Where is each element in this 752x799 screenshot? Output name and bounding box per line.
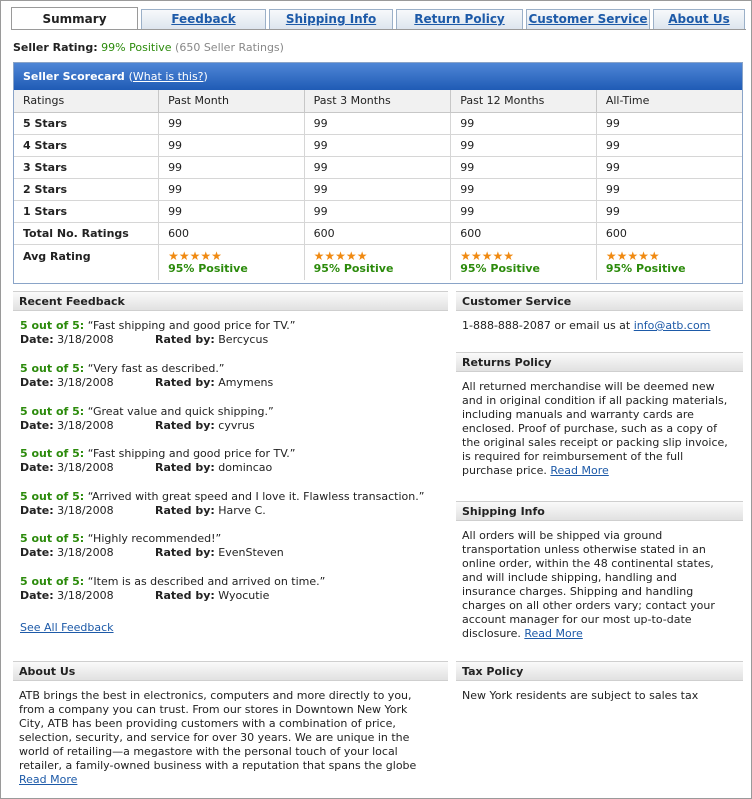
feedback-score: 5 out of 5: [20,532,85,545]
email-link[interactable]: info@atb.com [633,319,711,332]
tab-customer-service[interactable] [526,9,650,29]
avg-positive: 95% Positive [460,261,541,275]
seller-rating-count: (650 Seller Ratings) [175,41,284,54]
feedback-score: 5 out of 5: [20,447,85,460]
star-rating-icon: ★★★★★ [460,248,515,263]
avg-positive: 95% Positive [168,261,248,275]
feedback-rater: Amymens [218,376,274,389]
table-cell: 99 [304,200,451,222]
text-line: retailer, a family-owned business with a reputation that spans the globe [19,759,417,772]
tab-bar [11,7,746,30]
tax-policy-text: New York residents are subject to sales tax [462,689,699,702]
date-label: Date: [20,333,54,346]
feedback-item [20,362,440,390]
table-cell: 600 [451,222,597,244]
feedback-rater: Bercycus [218,333,269,346]
rated-by-label: Rated by: [155,589,215,602]
text-line: purchase price. [462,464,547,477]
table-cell: 99 [304,134,451,156]
tab-divider [11,29,746,30]
feedback-comment: “Fast shipping and good price for TV.” [87,447,296,460]
table-row [14,178,742,200]
shipping-info-header: Shipping Info [456,501,743,521]
tab-label: About Us [668,12,730,26]
tab-label: Summary [42,12,107,26]
table-row [14,222,742,244]
row-label: 2 Stars [14,178,159,200]
table-cell: 99 [159,178,305,200]
feedback-date: 3/18/2008 [57,546,114,559]
avg-positive: 95% Positive [313,261,394,275]
feedback-comment: “Fast shipping and good price for TV.” [87,319,296,332]
table-cell: 99 [451,134,597,156]
table-row [14,112,742,134]
text-line: and will include shipping, handling and [462,571,677,584]
table-cell: 99 [451,112,597,134]
date-label: Date: [20,504,54,517]
tab-label: Return Policy [414,12,505,26]
tab-label: Customer Service [528,12,648,26]
feedback-date: 3/18/2008 [57,333,114,346]
star-rating-icon: ★★★★★ [605,248,660,263]
avg-rating-row [14,244,742,280]
feedback-score: 5 out of 5: [20,362,85,375]
feedback-comment: “Item is as described and arrived on time.” [87,575,326,588]
seller-rating-label: Seller Rating: [13,41,98,54]
text-line: City, ATB has been providing customers with a combination of price, [19,717,396,730]
date-label: Date: [20,589,54,602]
seller-scorecard [13,62,743,284]
text-line: selection, security, and service for over 30 years. We are unique in the [19,731,410,744]
star-rating-icon: ★★★★★ [168,248,222,263]
column-header: Past 12 Months [451,90,597,112]
table-cell: 600 [596,222,742,244]
returns-read-more-link[interactable]: Read More [550,464,609,477]
feedback-rater: EvenSteven [218,546,284,559]
paren-open: ( [128,70,133,83]
returns-policy-text [462,380,747,478]
tab-about-us[interactable] [653,9,745,29]
seller-rating-summary [13,41,284,54]
scorecard-table [14,90,742,280]
feedback-date: 3/18/2008 [57,589,114,602]
feedback-date: 3/18/2008 [57,419,114,432]
text-line: enclosed. Proof of purchase, such as a copy of [462,422,717,435]
table-cell: 99 [159,112,305,134]
text-line: world of retailing—a megastore with the personal touch of your local [19,745,398,758]
table-cell: 99 [596,200,742,222]
column-header: All-Time [596,90,742,112]
rated-by-label: Rated by: [155,461,215,474]
row-label: 4 Stars [14,134,159,156]
feedback-rater: cyvrus [218,419,255,432]
tab-label: Shipping Info [285,12,377,26]
see-all-feedback-link[interactable]: See All Feedback [20,621,114,634]
shipping-info-text [462,529,747,641]
feedback-date: 3/18/2008 [57,461,114,474]
date-label: Date: [20,419,54,432]
table-cell: 99 [596,178,742,200]
feedback-date: 3/18/2008 [57,376,114,389]
shipping-read-more-link[interactable]: Read More [524,627,583,640]
table-cell: 99 [304,178,451,200]
text-line: is required for reimbursement of the full [462,450,684,463]
table-cell: 99 [304,112,451,134]
text-line: All returned merchandise will be deemed new [462,380,715,393]
table-cell: 99 [159,156,305,178]
text-line: and in original condition if all packing materials, [462,394,728,407]
row-label: 5 Stars [14,112,159,134]
scorecard-title: Seller Scorecard [23,70,125,83]
text-line: including manuals and warranty cards are [462,408,694,421]
feedback-item [20,319,440,347]
feedback-score: 5 out of 5: [20,405,85,418]
rated-by-label: Rated by: [155,376,215,389]
tab-summary[interactable] [11,7,138,30]
rated-by-label: Rated by: [155,504,215,517]
avg-positive: 95% Positive [605,261,686,275]
table-cell: 99 [596,156,742,178]
feedback-rater: Harve C. [218,504,266,517]
row-label: 3 Stars [14,156,159,178]
recent-feedback-header: Recent Feedback [13,291,448,311]
text-line: charges on all other orders vary; contact your [462,599,715,612]
rated-by-label: Rated by: [155,333,215,346]
feedback-rater: Wyocutie [218,589,270,602]
tab-feedback[interactable] [141,9,266,29]
feedback-comment: “Great value and quick shipping.” [87,405,274,418]
feedback-comment: “Highly recommended!” [87,532,222,545]
column-header: Ratings [14,90,159,112]
table-cell: 600 [159,222,305,244]
table-cell: 99 [451,178,597,200]
avg-rating-cell [596,244,742,280]
text-line: All orders will be shipped via ground [462,529,663,542]
feedback-comment: “Very fast as described.” [87,362,225,375]
what-is-this-link[interactable]: What is this? [132,70,204,83]
tab-return-policy[interactable] [396,9,523,29]
table-row [14,134,742,156]
table-row [14,200,742,222]
text-line: insurance charges. Shipping and handling [462,585,694,598]
feedback-item [20,447,440,475]
feedback-item [20,490,440,518]
rated-by-label: Rated by: [155,419,215,432]
about-read-more-link[interactable]: Read More [19,773,78,786]
table-cell: 99 [596,134,742,156]
about-us-text [19,689,449,787]
date-label: Date: [20,546,54,559]
feedback-rater: domincao [218,461,273,474]
tab-label: Feedback [171,12,236,26]
avg-rating-cell [159,244,305,280]
text-line: online order, within the 48 continental states, [462,557,714,570]
table-cell: 99 [159,200,305,222]
rated-by-label: Rated by: [155,546,215,559]
feedback-date: 3/18/2008 [57,504,114,517]
table-cell: 99 [451,156,597,178]
customer-service-header: Customer Service [456,291,743,311]
table-cell: 99 [451,200,597,222]
customer-service-text [462,319,742,333]
date-label: Date: [20,461,54,474]
date-label: Date: [20,376,54,389]
table-row [14,156,742,178]
seller-rating-value: 99% Positive [101,41,172,54]
row-label: Total No. Ratings [14,222,159,244]
scorecard-header [14,63,742,90]
feedback-item [20,575,440,603]
row-label: Avg Rating [14,244,159,280]
column-header: Past 3 Months [304,90,451,112]
tab-shipping-info[interactable] [269,9,393,29]
table-header-row [14,90,742,112]
column-header: Past Month [159,90,305,112]
feedback-score: 5 out of 5: [20,319,85,332]
table-cell: 600 [304,222,451,244]
table-cell: 99 [304,156,451,178]
text-line: transportation unless otherwise stated in an [462,543,706,556]
feedback-score: 5 out of 5: [20,575,85,588]
text-line: disclosure. [462,627,521,640]
paren-close: ) [203,70,208,83]
feedback-item [20,532,440,560]
feedback-comment: “Arrived with great speed and I love it. Flawless transaction.” [87,490,425,503]
tax-policy-header: Tax Policy [456,661,743,681]
returns-policy-header: Returns Policy [456,352,743,372]
table-cell: 99 [159,134,305,156]
text-line: the original sales receipt or packing slip invoice, [462,436,728,449]
text-line: from a company you can trust. From our stores in Downtown New York [19,703,408,716]
text-line: account manager for our most up-to-date [462,613,692,626]
table-cell: 99 [596,112,742,134]
feedback-score: 5 out of 5: [20,490,85,503]
avg-rating-cell [304,244,451,280]
feedback-item [20,405,440,433]
avg-rating-cell [451,244,597,280]
customer-service-phone: 1-888-888-2087 or email us at [462,319,631,332]
row-label: 1 Stars [14,200,159,222]
about-us-header: About Us [13,661,448,681]
text-line: ATB brings the best in electronics, computers and more directly to you, [19,689,412,702]
star-rating-icon: ★★★★★ [313,248,368,263]
